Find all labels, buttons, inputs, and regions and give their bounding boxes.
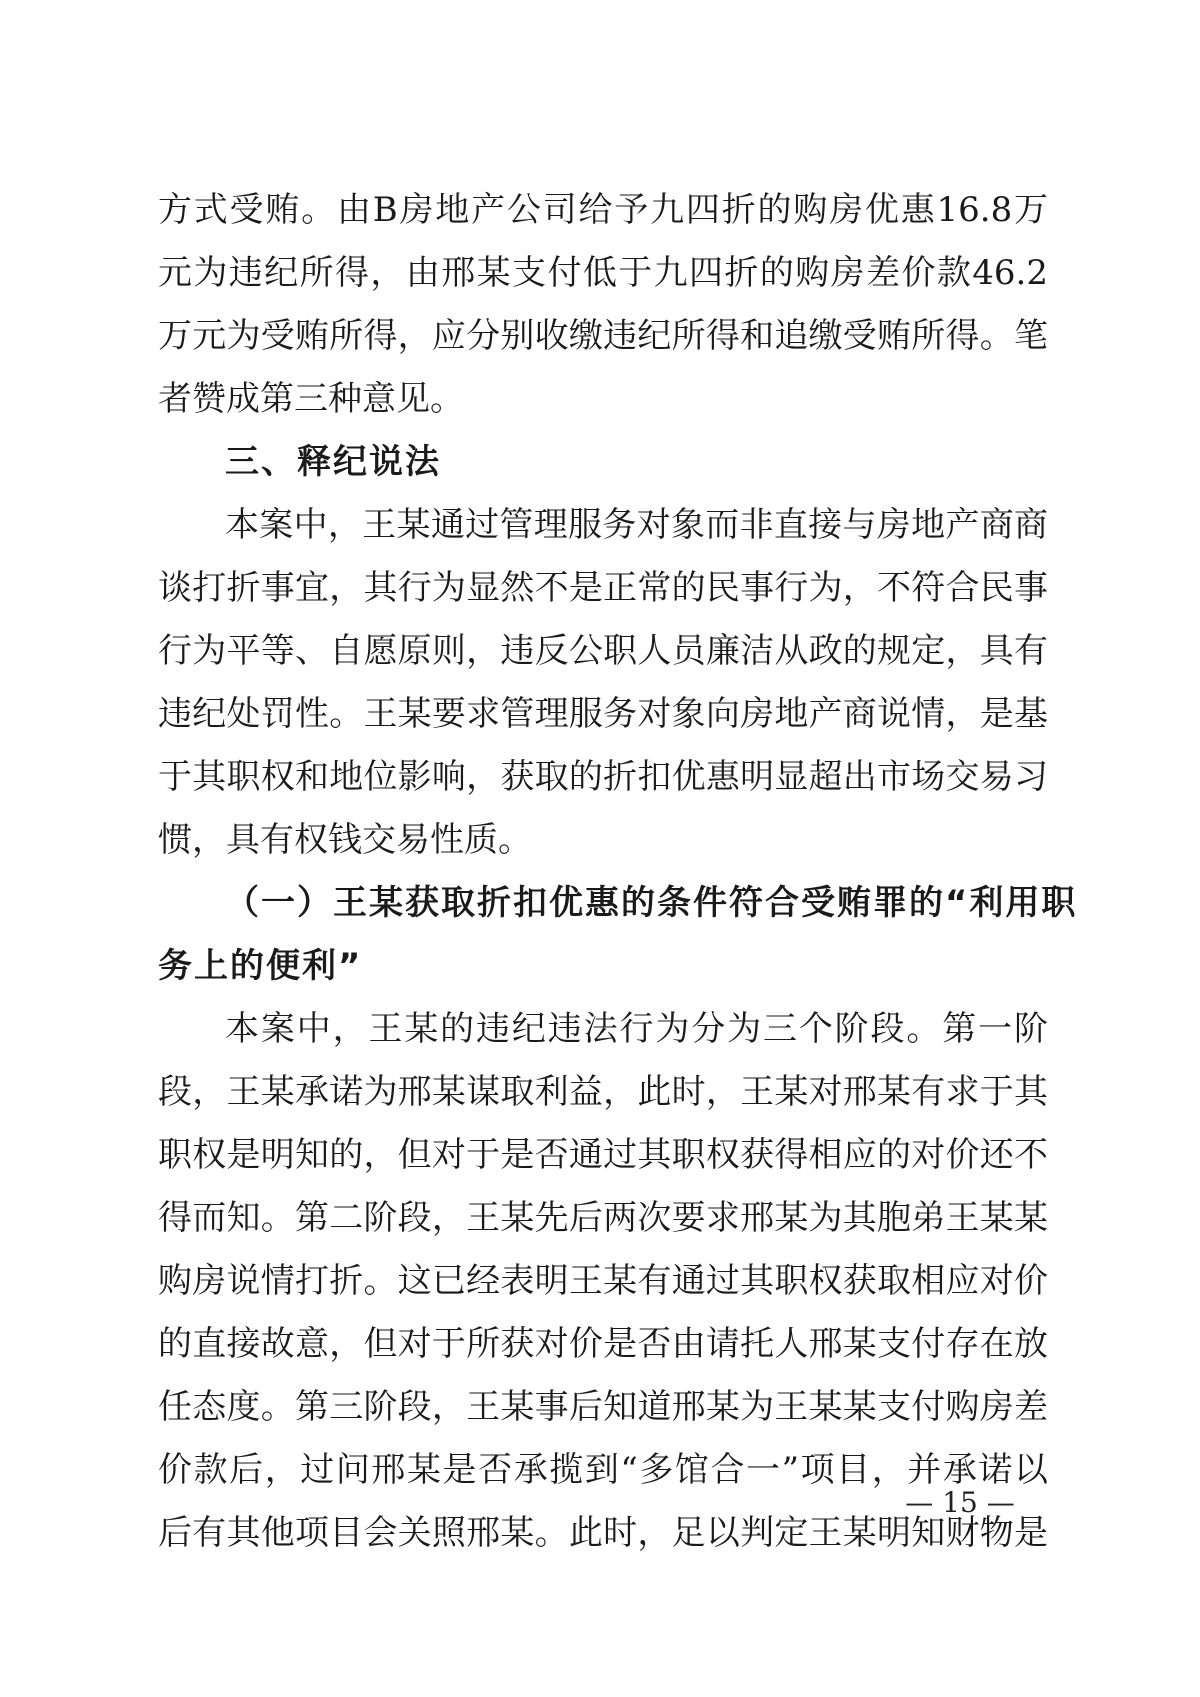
- body-text-line: 行为平等、自愿原则，违反公职人员廉洁从政的规定，具有: [158, 631, 1048, 671]
- body-text-line: 方式受贿。由B房地产公司给予九四折的购房优惠16.8万: [158, 190, 1048, 230]
- body-text-line: 职权是明知的，但对于是否通过其职权获得相应的对价还不: [158, 1135, 1048, 1175]
- body-text-line: 万元为受贿所得，应分别收缴违纪所得和追缴受贿所得。笔: [158, 316, 1048, 356]
- subheading-line: 务上的便利”: [158, 946, 363, 986]
- body-text-line: 任态度。第三阶段，王某事后知道邢某为王某某支付购房差: [158, 1387, 1048, 1427]
- body-text-line: 的直接故意，但对于所获对价是否由请托人邢某支付存在放: [158, 1324, 1048, 1364]
- body-text-line: 于其职权和地位影响，获取的折扣优惠明显超出市场交易习: [158, 757, 1048, 797]
- body-text-line: 谈打折事宜，其行为显然不是正常的民事行为，不符合民事: [158, 568, 1048, 608]
- body-text-line: 本案中，王某通过管理服务对象而非直接与房地产商商: [225, 505, 1048, 545]
- body-text-line: 后有其他项目会关照邢某。此时，足以判定王某明知财物是: [158, 1513, 1048, 1553]
- body-text-line: 段，王某承诺为邢某谋取利益，此时，王某对邢某有求于其: [158, 1072, 1048, 1112]
- subheading-line: （一）王某获取折扣优惠的条件符合受贿罪的“利用职: [225, 883, 1078, 923]
- section-heading: 三、释纪说法: [225, 442, 441, 482]
- body-text-line: 者赞成第三种意见。: [158, 379, 464, 419]
- body-text-line: 购房说情打折。这已经表明王某有通过其职权获取相应对价: [158, 1261, 1048, 1301]
- body-text-line: 违纪处罚性。王某要求管理服务对象向房地产商说情，是基: [158, 694, 1048, 734]
- body-text-line: 本案中，王某的违纪违法行为分为三个阶段。第一阶: [225, 1009, 1048, 1049]
- body-text-line: 价款后，过问邢某是否承揽到“多馆合一”项目，并承诺以: [158, 1450, 1048, 1490]
- body-text-line: 元为违纪所得，由邢某支付低于九四折的购房差价款46.2: [158, 253, 1048, 293]
- page-number: — 15 —: [905, 1486, 1015, 1519]
- body-text-line: 惯，具有权钱交易性质。: [158, 820, 532, 860]
- body-text-line: 得而知。第二阶段，王某先后两次要求邢某为其胞弟王某某: [158, 1198, 1048, 1238]
